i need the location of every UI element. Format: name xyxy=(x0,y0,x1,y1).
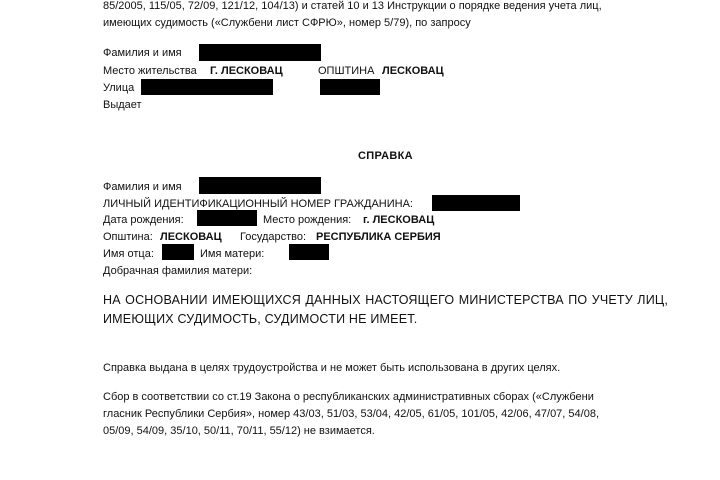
redaction-block xyxy=(320,79,380,95)
fee-line-1: Сбор в соответствии со ст.19 Закона о республиканских административных сборах («Службени xyxy=(103,391,594,403)
intro-line-1: 85/2005, 115/05, 72/09, 121/12, 104/13) и статей 10 и 13 Инструкции о порядке ведения учета лиц, xyxy=(103,0,602,12)
fee-line-2: гласник Республики Сербия», номер 43/03, 51/03, 53/04, 42/05, 61/05, 101/05, 42/06, 47/07, 54/08, xyxy=(103,408,599,420)
redaction-block xyxy=(162,244,194,260)
person-pob-value: г. ЛЕСКОВАЦ xyxy=(363,214,435,226)
applicant-residence-city: Г. ЛЕСКОВАЦ xyxy=(210,65,283,77)
applicant-municipality-value: ЛЕСКОВАЦ xyxy=(382,65,444,77)
person-pob-label: Место рождения: xyxy=(263,214,352,226)
person-mother-label: Имя матери: xyxy=(200,248,265,260)
redaction-block xyxy=(141,79,273,95)
fee-line-3: 05/09, 54/09, 35/10, 50/11, 70/11, 55/12) не взимается. xyxy=(103,425,375,437)
redaction-block xyxy=(289,244,329,260)
declaration-text: НА ОСНОВАНИИ ИМЕЮЩИХСЯ ДАННЫХ НАСТОЯЩЕГО МИНИСТЕРСТВА ПО УЧЕТУ ЛИЦ, ИМЕЮЩИХ СУДИМОСТЬ, СУДИМОСТИ НЕ ИМЕЕТ. xyxy=(103,293,668,326)
person-state-label: Государство: xyxy=(240,231,307,243)
applicant-issues-label: Выдает xyxy=(103,99,142,111)
person-mother-maiden-label: Добрачная фамилия матери: xyxy=(103,265,253,277)
person-jmbg-label: ЛИЧНЫЙ ИДЕНТИФИКАЦИОННЫЙ НОМЕР ГРАЖДАНИНА: xyxy=(103,198,413,210)
applicant-street-label: Улица xyxy=(103,82,135,94)
redaction-block xyxy=(199,44,321,61)
redaction-block xyxy=(432,195,520,211)
purpose-text: Справка выдана в целях трудоустройства и не может быть использована в других целях. xyxy=(103,362,561,374)
person-municipality-label: Општина: xyxy=(103,231,153,243)
document-title: СПРАВКА xyxy=(358,150,413,162)
person-surname-label: Фамилия и имя xyxy=(103,181,182,193)
person-dob-label: Дата рождения: xyxy=(103,214,184,226)
person-state-value: РЕСПУБЛИКА СЕРБИЯ xyxy=(316,231,441,243)
redaction-block xyxy=(199,177,321,194)
applicant-surname-label: Фамилия и имя xyxy=(103,47,182,59)
person-father-label: Имя отца: xyxy=(103,248,154,260)
intro-line-2: имеющих судимость («Службени лист СФРЮ», номер 5/79), по запросу xyxy=(103,17,471,29)
applicant-residence-label: Место жительства xyxy=(103,65,197,77)
redaction-block xyxy=(197,210,257,226)
applicant-municipality-label: ОПШТИНА xyxy=(318,65,375,77)
person-municipality-value: ЛЕСКОВАЦ xyxy=(160,231,222,243)
